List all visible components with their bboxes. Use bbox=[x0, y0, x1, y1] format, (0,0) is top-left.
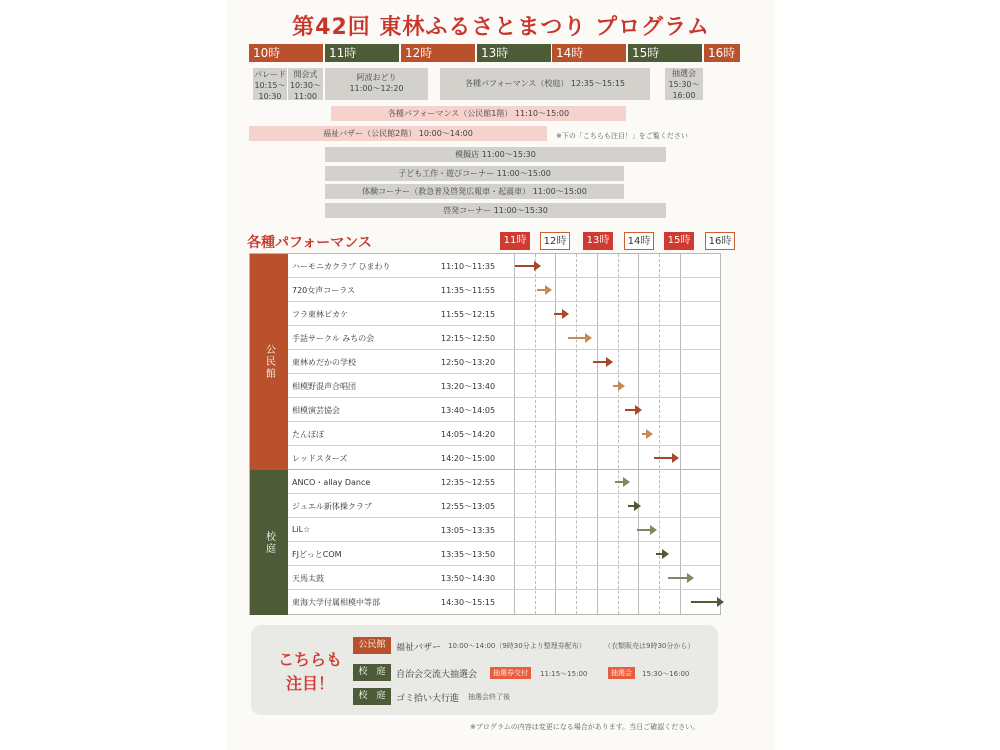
event-parade bbox=[253, 68, 287, 100]
perf-hour-12: 12時 bbox=[540, 232, 570, 250]
draw-time: 15:30〜16:00 bbox=[642, 670, 690, 678]
perf-time: 12:55〜13:05 bbox=[441, 502, 496, 511]
hour-15: 15時 bbox=[628, 44, 702, 62]
tag-hall: 公民館 bbox=[353, 637, 391, 654]
perf-time: 12:35〜12:55 bbox=[441, 478, 496, 487]
footnote: ※プログラムの内容は変更になる場合があります。当日ご確認ください。 bbox=[470, 723, 700, 731]
event-lottery bbox=[665, 68, 703, 100]
tag-school-parade: 校 庭 bbox=[353, 688, 391, 705]
perf-arrow bbox=[554, 313, 567, 315]
perf-name: 東林めだかの学校 bbox=[292, 358, 356, 367]
perf-row bbox=[288, 398, 720, 422]
perf-name: ハーモニカクラブ ひまわり bbox=[292, 262, 391, 271]
hour-16: 16時 bbox=[704, 44, 740, 62]
perf-row bbox=[288, 470, 720, 494]
perf-time: 14:30〜15:15 bbox=[441, 598, 496, 607]
notice-parade: ゴミ拾い大行進 bbox=[396, 694, 460, 704]
event-lottery-start: 15:30〜 bbox=[668, 80, 700, 89]
perf-time: 11:10〜11:35 bbox=[441, 262, 496, 271]
notice-parade-time: 抽選会終了後 bbox=[468, 693, 510, 701]
perf-arrow bbox=[537, 289, 550, 291]
hour-13: 13時 bbox=[477, 44, 551, 62]
perf-row bbox=[288, 254, 720, 278]
hour-11: 11時 bbox=[325, 44, 399, 62]
event-lottery-end: 16:00 bbox=[672, 91, 696, 100]
notice-bazaar-time: 10:00〜14:00（9時30分より整理券配布） bbox=[448, 642, 586, 650]
perf-name: フラ東林ピカケ bbox=[292, 310, 348, 319]
perf-time: 14:05〜14:20 bbox=[441, 430, 496, 439]
bazaar-note: ※下の「こちらも注目！」をご覧ください bbox=[556, 132, 688, 140]
event-experience-corner: 体験コーナー（救急普及啓発広報車・起震車） 11:00〜15:00 bbox=[325, 184, 624, 199]
event-awa-odori bbox=[325, 68, 428, 100]
perf-row bbox=[288, 302, 720, 326]
perf-arrow bbox=[615, 481, 628, 483]
perf-arrow bbox=[625, 409, 640, 411]
notice-bazaar-note: （衣類販売は9時30分から） bbox=[604, 642, 695, 650]
perf-hour-14: 14時 bbox=[624, 232, 654, 250]
tag-school-lottery: 校 庭 bbox=[353, 664, 391, 681]
performance-table bbox=[249, 253, 721, 615]
event-perf-hall: 各種パフォーマンス（公民館1階） 11:10〜15:00 bbox=[331, 106, 626, 121]
event-bazaar: 福祉バザー（公民館2階） 10:00〜14:00 bbox=[249, 126, 547, 141]
perf-time: 11:55〜12:15 bbox=[441, 310, 496, 319]
perf-time: 13:20〜13:40 bbox=[441, 382, 496, 391]
event-awa-label: 阿波おどり bbox=[356, 73, 397, 82]
perf-row bbox=[288, 326, 720, 350]
perf-time: 13:40〜14:05 bbox=[441, 406, 496, 415]
perf-name: 東海大学付属相模中等部 bbox=[292, 598, 380, 607]
event-parade-label: パレード bbox=[254, 70, 286, 79]
notice-bazaar: 福祉バザー bbox=[396, 643, 442, 653]
perf-arrow bbox=[668, 577, 692, 579]
perf-name: 手話サークル みちの会 bbox=[292, 334, 375, 343]
perf-time: 12:15〜12:50 bbox=[441, 334, 496, 343]
perf-name: 720女声コーラス bbox=[292, 286, 356, 295]
perf-row bbox=[288, 350, 720, 374]
event-opening bbox=[288, 68, 323, 100]
perf-name: たんぽぽ bbox=[292, 430, 324, 439]
perf-name: ANCO・allay Dance bbox=[292, 478, 371, 487]
notice-heading-line2: 注目！ bbox=[285, 674, 334, 693]
perf-arrow bbox=[642, 433, 651, 435]
group-label-school: 校庭 bbox=[250, 470, 288, 615]
event-lottery-label: 抽選会 bbox=[672, 69, 696, 78]
perf-name: FJどっとCOM bbox=[292, 550, 342, 559]
event-perf-school: 各種パフォーマンス（校庭） 12:35〜15:15 bbox=[440, 68, 650, 100]
page-title: 第42回 東林ふるさとまつり プログラム bbox=[292, 15, 710, 40]
perf-arrow bbox=[691, 601, 722, 603]
perf-hour-13: 13時 bbox=[583, 232, 613, 250]
perf-row bbox=[288, 278, 720, 302]
perf-arrow bbox=[654, 457, 677, 459]
perf-arrow bbox=[637, 529, 655, 531]
hour-12: 12時 bbox=[401, 44, 475, 62]
chip-draw: 抽選会 bbox=[608, 667, 635, 679]
perf-arrow bbox=[568, 337, 590, 339]
perf-time: 11:35〜11:55 bbox=[441, 286, 496, 295]
event-opening-label: 開会式 bbox=[293, 70, 318, 79]
perf-row bbox=[288, 590, 720, 614]
perf-name: 天馬太鼓 bbox=[292, 574, 324, 583]
perf-name: 相模野混声合唱団 bbox=[292, 382, 356, 391]
perf-arrow bbox=[515, 265, 539, 267]
perf-time: 12:50〜13:20 bbox=[441, 358, 496, 367]
notice-heading-line1: こちらも bbox=[277, 650, 342, 669]
perf-name: ジュエル新体操クラブ bbox=[292, 502, 372, 511]
event-opening-end: 11:00 bbox=[293, 92, 318, 101]
chip-ticket: 抽選券交付 bbox=[490, 667, 531, 679]
perf-row bbox=[288, 566, 720, 590]
event-awareness-corner: 啓発コーナー 11:00〜15:30 bbox=[325, 203, 666, 218]
perf-row bbox=[288, 518, 720, 542]
hour-14: 14時 bbox=[552, 44, 626, 62]
perf-arrow bbox=[656, 553, 667, 555]
event-stalls: 模擬店 11:00〜15:30 bbox=[325, 147, 666, 162]
perf-hour-11: 11時 bbox=[500, 232, 530, 250]
perf-row bbox=[288, 494, 720, 518]
perf-arrow bbox=[628, 505, 639, 507]
notice-lottery: 自治会交流大抽選会 bbox=[396, 670, 478, 680]
perf-name: LiL☆ bbox=[292, 525, 311, 534]
perf-hour-16: 16時 bbox=[705, 232, 735, 250]
hour-10: 10時 bbox=[249, 44, 323, 62]
perf-hour-15: 15時 bbox=[664, 232, 694, 250]
perf-time: 13:35〜13:50 bbox=[441, 550, 496, 559]
perf-time: 14:20〜15:00 bbox=[441, 454, 496, 463]
perf-row bbox=[288, 446, 720, 470]
notice-heading bbox=[270, 648, 350, 696]
event-parade-start: 10:15〜 bbox=[254, 81, 286, 90]
perf-row bbox=[288, 374, 720, 398]
perf-name: レッドスターズ bbox=[292, 454, 348, 463]
perf-time: 13:50〜14:30 bbox=[441, 574, 496, 583]
perf-time: 13:05〜13:35 bbox=[441, 526, 496, 535]
perf-arrow bbox=[613, 385, 623, 387]
event-opening-start: 10:30〜 bbox=[289, 81, 322, 90]
ticket-time: 11:15〜15:00 bbox=[540, 670, 588, 678]
event-kids-corner: 子ども工作・遊びコーナー 11:00〜15:00 bbox=[325, 166, 624, 181]
perf-name: 相模演芸協会 bbox=[292, 406, 340, 415]
perf-section-title: 各種パフォーマンス bbox=[247, 235, 372, 251]
perf-row bbox=[288, 542, 720, 566]
group-label-hall: 公民館 bbox=[250, 254, 288, 470]
event-parade-end: 10:30 bbox=[258, 92, 282, 101]
event-awa-time: 11:00〜12:20 bbox=[349, 84, 404, 93]
perf-arrow bbox=[593, 361, 611, 363]
perf-row bbox=[288, 422, 720, 446]
